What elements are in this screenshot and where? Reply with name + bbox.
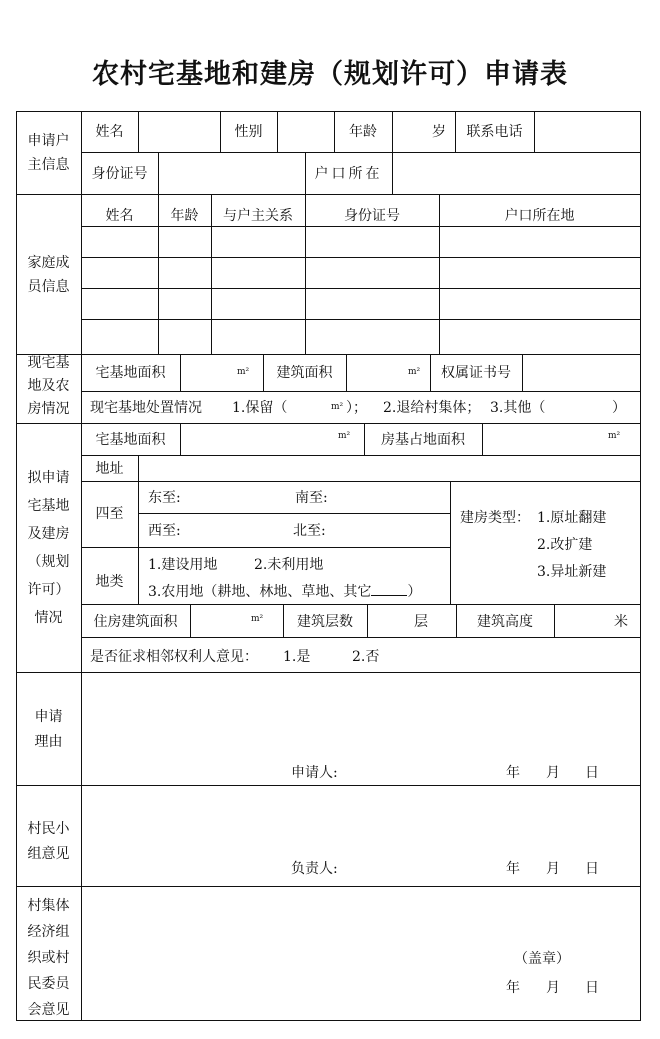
name-field[interactable]: [139, 112, 220, 152]
residential-area-field[interactable]: [191, 605, 283, 637]
label-line: 理由: [34, 734, 63, 750]
sqm-unit: m²: [251, 614, 264, 624]
sqm-unit: m²: [237, 367, 250, 377]
group-opinion-area[interactable]: [82, 786, 640, 856]
option-text-end: ）: [407, 584, 422, 600]
date-year: 年: [506, 765, 520, 781]
table-border-bottom: [16, 1020, 641, 1021]
height-unit: 米: [614, 614, 628, 630]
land-type-label: 地类: [95, 574, 124, 590]
disposal-option-other[interactable]: 3.其他（: [490, 400, 546, 416]
label-line: 许可）: [27, 582, 70, 598]
sqm-unit: m²: [338, 431, 351, 441]
date-year: 年: [506, 980, 520, 996]
group-signer-field[interactable]: [345, 856, 485, 878]
label-line: 申请: [34, 709, 63, 725]
reason-text-area[interactable]: [82, 673, 640, 763]
build-option-expand[interactable]: 2.改扩建: [537, 537, 593, 553]
family-member-row[interactable]: [82, 258, 640, 288]
col-divider: [450, 481, 451, 604]
family-member-row[interactable]: [82, 289, 640, 319]
date-month: 月: [546, 765, 560, 781]
disposal-option-return[interactable]: 2.退给村集体；: [383, 400, 481, 416]
collective-opinion-area[interactable]: [82, 887, 640, 947]
certificate-label: 权属证书号: [441, 365, 511, 381]
label-line: 情况: [34, 610, 63, 626]
label-line: 村民小: [27, 821, 70, 837]
current-building-area-label: 建筑面积: [276, 365, 333, 381]
group-signer-label: 负责人:: [291, 861, 338, 877]
label-line: 经济组: [27, 924, 70, 940]
disposal-label: 现宅基地处置情况: [90, 400, 202, 416]
group-section-label: [16, 817, 81, 867]
age-label: 年龄: [349, 124, 377, 140]
proposed-homestead-area-label: 宅基地面积: [95, 432, 166, 448]
family-col-age: 年龄: [170, 208, 199, 224]
sqm-unit: m²: [608, 431, 621, 441]
name-label: 姓名: [95, 124, 124, 140]
land-option-construction[interactable]: 1.建设用地: [148, 557, 218, 573]
boundaries-label: 四至: [95, 506, 124, 522]
family-col-name: 姓名: [105, 208, 134, 224]
hukou-label: 户口所在: [314, 166, 383, 182]
id-number-field[interactable]: [159, 153, 305, 194]
collective-section-label: [16, 893, 81, 1023]
id-number-label: 身份证号: [91, 166, 148, 182]
disposal-option-keep-end: ）；: [346, 400, 367, 416]
address-field[interactable]: [139, 456, 640, 481]
consult-option-no[interactable]: 2.否: [352, 649, 380, 665]
build-option-relocate[interactable]: 3.异址新建: [537, 564, 607, 580]
label-line: 申请户: [27, 133, 70, 149]
option-text: 3.农用地（耕地、林地、草地、其它: [148, 584, 372, 600]
label-line: 拟申请: [27, 470, 70, 486]
sqm-unit: m²: [408, 367, 421, 377]
consult-option-yes[interactable]: 1.是: [283, 649, 311, 665]
date-day: 日: [585, 980, 599, 996]
family-member-row[interactable]: [82, 320, 640, 354]
label-line: 宅基地: [27, 498, 70, 514]
land-option-agricultural[interactable]: [148, 583, 421, 600]
east-label: 东至:: [148, 490, 181, 506]
south-field[interactable]: [335, 482, 445, 513]
floors-label: 建筑层数: [297, 614, 353, 630]
certificate-field[interactable]: [523, 355, 640, 391]
address-label: 地址: [95, 461, 124, 477]
north-label: 北至:: [293, 523, 326, 539]
seal-label: （盖章）: [514, 951, 570, 967]
land-option-unused[interactable]: 2.未利用地: [254, 557, 324, 573]
current-section-label: [16, 352, 81, 421]
col-divider: [138, 481, 139, 604]
label-line: 村集体: [27, 898, 70, 914]
proposed-section-label: [16, 464, 81, 632]
form-title: 农村宅基地和建房（规划许可）申请表: [92, 59, 568, 90]
hukou-field[interactable]: [393, 153, 640, 194]
sqm-unit: m²: [331, 402, 344, 412]
build-option-rebuild[interactable]: 1.原址翻建: [537, 510, 607, 526]
option-text: 1.保留（: [232, 400, 288, 416]
phone-label: 联系电话: [466, 124, 523, 140]
label-line: 房情况: [27, 401, 70, 417]
family-section-label: [16, 251, 81, 299]
label-line: 织或村: [27, 950, 70, 966]
family-col-relation: 与户主关系: [223, 208, 293, 224]
west-label: 西至:: [148, 523, 181, 539]
applicant-signature-label: 申请人:: [291, 765, 338, 781]
row-divider: [81, 547, 450, 548]
section-divider: [16, 194, 641, 195]
label-line: 主信息: [27, 157, 70, 173]
east-field[interactable]: [190, 482, 290, 513]
label-line: 地及农: [27, 378, 70, 394]
age-unit: 岁: [432, 124, 446, 140]
gender-field[interactable]: [278, 112, 334, 152]
phone-field[interactable]: [535, 112, 640, 152]
other-blank[interactable]: [371, 583, 407, 596]
family-col-hukou: 户口所在地: [504, 208, 575, 224]
label-line: 现宅基: [27, 355, 70, 371]
reason-section-label: [16, 705, 81, 755]
applicant-signature-field[interactable]: [345, 760, 485, 782]
proposed-homestead-area-field[interactable]: [181, 424, 364, 455]
family-member-row[interactable]: [82, 227, 640, 257]
floors-field[interactable]: [368, 605, 456, 637]
disposal-option-keep[interactable]: [232, 400, 287, 416]
gender-label: 性别: [234, 124, 263, 140]
label-line: 及建房: [27, 526, 70, 542]
label-line: （规划: [27, 554, 70, 570]
current-homestead-area-label: 宅基地面积: [95, 365, 166, 381]
house-footprint-label: 房基占地面积: [381, 432, 465, 448]
west-field[interactable]: [190, 514, 290, 547]
height-label: 建筑高度: [477, 614, 533, 630]
label-line: 会意见: [27, 1002, 70, 1018]
table-border-right: [640, 111, 641, 1021]
date-month: 月: [546, 861, 560, 877]
row-divider: [81, 637, 640, 638]
family-col-id: 身份证号: [344, 208, 400, 224]
residential-area-label: 住房建筑面积: [93, 614, 178, 630]
build-type-label: 建房类型：: [460, 510, 530, 526]
consult-label: 是否征求相邻权利人意见：: [90, 649, 258, 665]
date-day: 日: [585, 861, 599, 877]
label-line: 民委员: [27, 976, 70, 992]
date-day: 日: [585, 765, 599, 781]
row-divider: [81, 391, 640, 392]
floors-unit: 层: [414, 614, 428, 630]
label-line: 组意见: [27, 846, 70, 862]
current-homestead-area-field[interactable]: [181, 355, 263, 391]
label-line: 家庭成: [27, 255, 70, 271]
label-line: 员信息: [27, 279, 70, 295]
applicant-section-label: [16, 129, 81, 177]
date-year: 年: [506, 861, 520, 877]
south-label: 南至:: [295, 490, 328, 506]
north-field[interactable]: [335, 514, 445, 547]
date-month: 月: [546, 980, 560, 996]
disposal-option-other-end: ）: [612, 400, 626, 416]
